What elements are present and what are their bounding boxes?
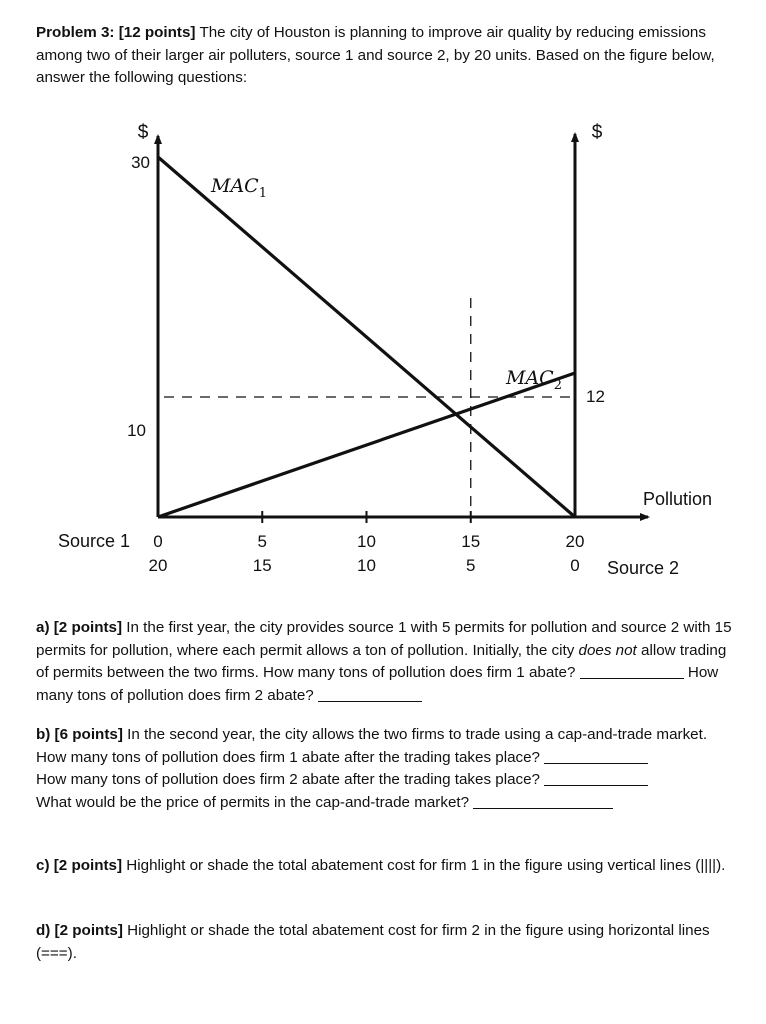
x-tick-label-source2: 0 [570, 556, 580, 575]
question-b-line-2: How many tons of pollution does firm 2 abate after the trading takes place? [36, 771, 545, 788]
question-c [36, 855, 736, 878]
mac2-line [158, 373, 575, 517]
problem-label: Problem 3: [12 points] [36, 24, 196, 41]
y-tick-10: 10 [127, 421, 146, 440]
x-tick-label-source1: 0 [153, 532, 163, 551]
x-tick-label-source2: 20 [148, 556, 168, 575]
mac2-label: $MAC_2$ [506, 367, 562, 393]
x-tick-label-source2: 10 [357, 556, 376, 575]
question-a-text-3: How many tons of pollution does firm 2 abate? [36, 664, 719, 704]
question-c-label: c) [2 points] [36, 857, 123, 874]
x-tick-label-source2: 15 [252, 556, 272, 575]
x-tick-label-source1: 5 [257, 532, 267, 551]
source2-label: Source 2 [607, 558, 680, 578]
x-tick-label-source1: 20 [565, 532, 585, 551]
question-d-text: Highlight or shade the total abatement cost for firm 2 in the figure using horizontal lines (===). [36, 922, 710, 962]
question-a [36, 617, 736, 707]
question-a-text-2: allow trading of permits between the two firms. How many tons of pollution does firm 1 abate? [36, 641, 727, 681]
problem-text: The city of Houston is planning to improve air quality by reducing emissions among two of their larger air polluters, source 1 and source 2, by 20 units. Based on the figure below, answer the following questions: [36, 24, 715, 86]
problem-intro [36, 22, 736, 90]
mac1-line [158, 157, 575, 517]
question-d-label: d) [2 points] [36, 922, 123, 939]
right-y-tick-12: 12 [586, 387, 605, 406]
mac-chart [0, 110, 766, 590]
question-b-label: b) [6 points] [36, 726, 123, 743]
answer-blank-a1[interactable] [580, 664, 684, 679]
question-a-label: a) [2 points] [36, 619, 123, 636]
question-c-text: Highlight or shade the total abatement cost for firm 1 in the figure using vertical lines (||||). [122, 857, 726, 874]
mac1-label: $MAC_1$ [211, 175, 267, 201]
question-d [36, 920, 736, 965]
question-b-line-1: How many tons of pollution does firm 1 abate after the trading takes place? [36, 748, 545, 766]
source1-label: Source 1 [57, 531, 130, 551]
answer-blank-b2[interactable] [544, 771, 648, 786]
y-tick-30: 30 [131, 153, 150, 172]
x-ticks [149, 511, 585, 575]
question-b [36, 724, 736, 814]
x-axis-title: Pollution [642, 489, 712, 509]
question-a-text-1: In the first year, the city provides source 1 with 5 permits for pollution and source 2 with 15 permits for pollution, where each permit allows a ton of pollution. Initially, the city [36, 619, 732, 659]
x-tick-label-source1: 15 [461, 532, 481, 551]
left-dollar-label: $ [137, 122, 149, 143]
x-tick-label-source2: 5 [466, 556, 476, 575]
question-b-line-3: What would be the price of permits in the cap-and-trade market? [36, 793, 474, 811]
x-tick-label-source1: 10 [357, 532, 376, 551]
answer-blank-b3[interactable] [473, 794, 613, 809]
question-b-text: In the second year, the city allows the two firms to trade using a cap-and-trade market. [122, 726, 708, 743]
answer-blank-b1[interactable] [544, 749, 648, 764]
question-a-italic: does not [578, 641, 637, 659]
answer-blank-a2[interactable] [318, 687, 422, 702]
right-dollar-label: $ [591, 122, 603, 143]
